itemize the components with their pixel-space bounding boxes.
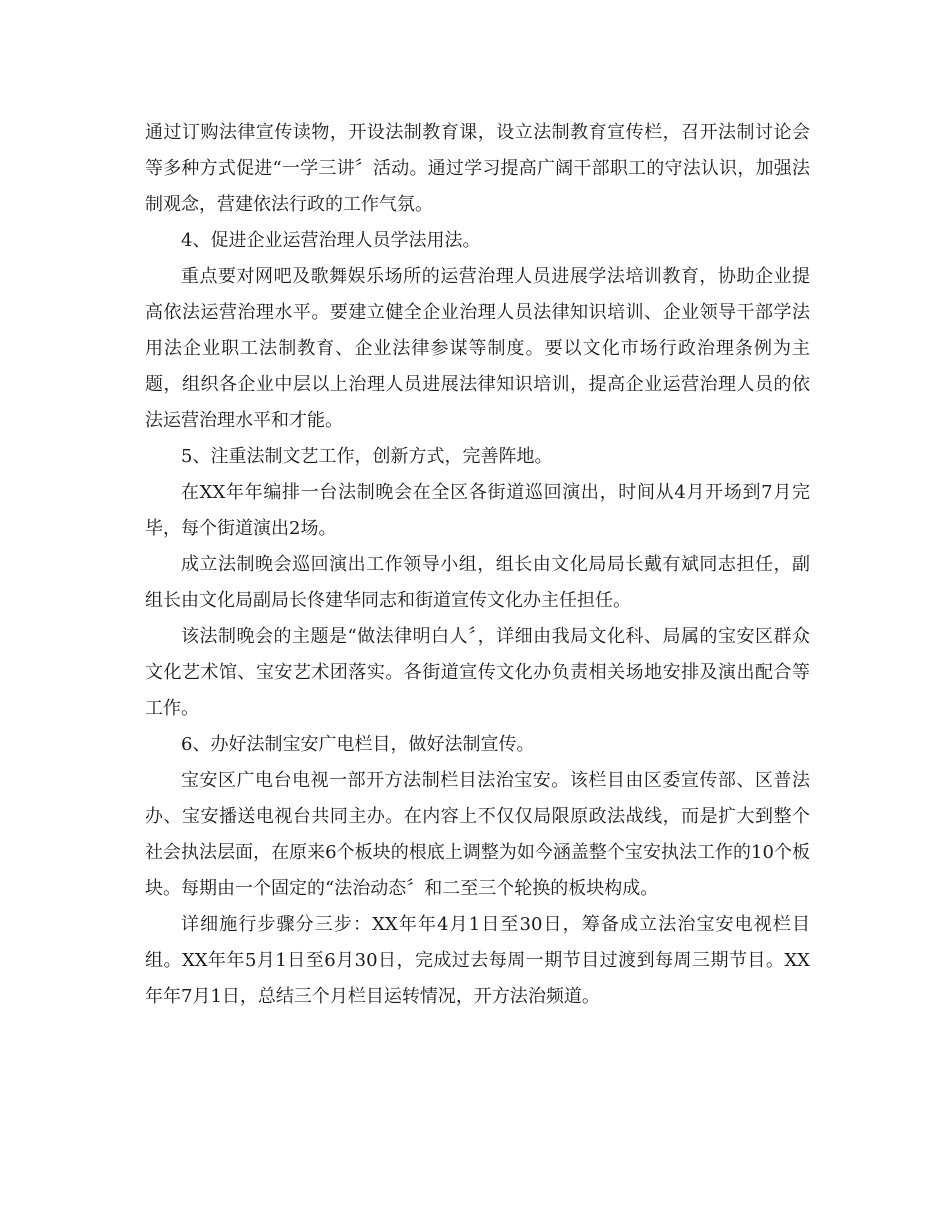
paragraph: 宝安区广电台电视一部开方法制栏目法治宝安。该栏目由区委宣传部、区普法办、宝安播送电视台共同主办。在内容上不仅仅局限原政法战线，而是扩大到整个社会执法层面，在原来6个板块的根底上调整为如今涵盖整个宝安执法工作的10个板块。每期由一个固定的“法治动态〞和二至三个轮换的板块构成。 <box>145 770 810 899</box>
paragraph: 成立法制晚会巡回演出工作领导小组，组长由文化局局长戴有斌同志担任，副组长由文化局副局长佟建华同志和街道宣传文化办主任担任。 <box>145 554 810 611</box>
paragraph-continuation: 通过订购法律宣传读物，开设法制教育课，设立法制教育宣传栏，召开法制讨论会等多种方式促进“一学三讲〞活动。通过学习提高广阔干部职工的守法认识，加强法制观念，营建依法行政的工作气氛。 <box>145 122 810 215</box>
paragraph: 详细施行步骤分三步：XX年年4月1日至30日，筹备成立法治宝安电视栏目组。XX年年5月1日至6月30日，完成过去每周一期节目过渡到每周三期节目。XX年年7月1日，总结三个月栏目运转情况，开方法治频道。 <box>145 914 810 1007</box>
paragraph: 在XX年年编排一台法制晚会在全区各街道巡回演出，时间从4月开场到7月完毕，每个街道演出2场。 <box>145 482 810 539</box>
document-body <box>145 115 810 1015</box>
section-heading-5: 5、注重法制文艺工作，创新方式，完善阵地。 <box>181 446 553 467</box>
paragraph: 该法制晚会的主题是“做法律明白人〞，详细由我局文化科、局属的宝安区群众文化艺术馆、宝安艺术团落实。各街道宣传文化办负责相关场地安排及演出配合等工作。 <box>145 626 810 719</box>
section-heading-4: 4、促进企业运营治理人员学法用法。 <box>181 230 481 251</box>
paragraph: 重点要对网吧及歌舞娱乐场所的运营治理人员进展学法培训教育，协助企业提高依法运营治理水平。要建立健全企业治理人员法律知识培训、企业领导干部学法用法企业职工法制教育、企业法律参谋等制度。要以文化市场行政治理条例为主题，组织各企业中层以上治理人员进展法律知识培训，提高企业运营治理人员的依法运营治理水平和才能。 <box>145 266 810 431</box>
section-heading-6: 6、办好法制宝安广电栏目，做好法制宣传。 <box>181 734 535 755</box>
